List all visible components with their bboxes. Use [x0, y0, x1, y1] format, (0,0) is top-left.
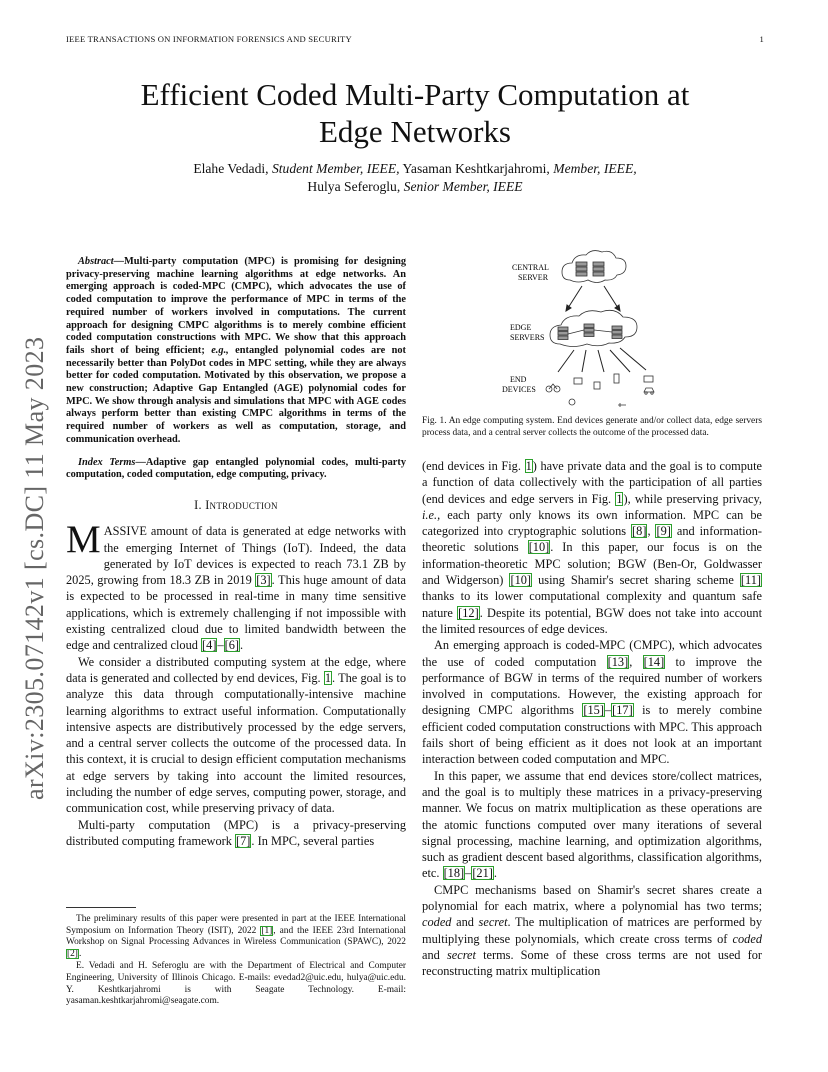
- footnote-text: .: [78, 948, 82, 959]
- page-number: 1: [759, 34, 764, 44]
- body-text: using Shamir's secret sharing scheme: [532, 573, 740, 588]
- right-paragraph-2: [422, 637, 762, 767]
- body-text: ) have private data and the goal is to compute a function of data collectively with the participation of all parties (end devices and edge servers in Fig.: [422, 459, 762, 506]
- ie-text: i.e.,: [422, 507, 441, 522]
- dash: –: [604, 703, 612, 718]
- footnote-2: E. Vedadi and H. Seferoglu are with the Department of Electrical and Computer Engineering, University of Illinois Chicago. E-mails: evedad2@uic.edu, hulya@uic.edu. Y. Keshtkarjahromi is with Seagate Technology. E-mail: yasaman.keshtkarjahromi@seagate.com.: [66, 961, 406, 1007]
- edge-servers-label-1: EDGE: [510, 323, 532, 332]
- citation-link[interactable]: [1]: [261, 925, 273, 936]
- citation-link[interactable]: [7]: [236, 833, 251, 848]
- body-text: thanks to its lower computational complexity and quantum safe nature: [422, 589, 762, 620]
- citation-link[interactable]: [14]: [643, 654, 665, 669]
- citation-link[interactable]: [11]: [740, 573, 761, 588]
- citation-link[interactable]: [9]: [656, 524, 671, 539]
- body-text: is to merely combine efficient coded computation constructions with MPC. This approach fails short of being efficient as it does not look at an important interaction between coded computation and MPC.: [422, 703, 762, 767]
- intro-text: Multi-party computation (MPC) is a privacy-preserving distributed computing framework: [66, 817, 406, 848]
- section-title: Introduction: [205, 497, 278, 512]
- abstract-text-1: —Multi-party computation (MPC) is promising for designing privacy-preserving machine learning algorithms at edge networks. An emerging approach is coded-MPC (CMPC), which advocates the use of coded computation to improve the performance of MPC in terms of the required number of workers involved in computations. The current approach for designing CMPC algorithms is to merely combine efficient coded computation constructions with MPC. We show that this approach fails short of being efficient;: [66, 256, 406, 356]
- running-header: IEEE TRANSACTIONS ON INFORMATION FORENSICS AND SECURITY: [66, 34, 352, 44]
- index-terms: [66, 457, 406, 482]
- index-terms-label: Index Terms: [78, 456, 136, 468]
- right-paragraph-3: [422, 768, 762, 882]
- end-devices-label-2: DEVICES: [502, 385, 536, 394]
- title-line-1: Efficient Coded Multi-Party Computation at: [140, 77, 690, 112]
- citation-link[interactable]: [13]: [607, 654, 629, 669]
- intro-paragraph-2: [66, 654, 406, 817]
- footnote: [66, 914, 406, 1009]
- author-3-role: Senior Member, IEEE: [403, 179, 523, 194]
- intro-text: We consider a distributed computing system at the edge, where data is generated and collected by end devices, Fig.: [66, 654, 406, 685]
- title-line-2: Edge Networks: [319, 114, 511, 149]
- author-1-role: Student Member, IEEE,: [271, 161, 400, 176]
- dash: –: [217, 638, 224, 653]
- edge-servers-label-2: SERVERS: [510, 333, 545, 342]
- abstract-text-2: entangled polynomial codes are not necessarily better than PolyDot codes in MPC setting, while they are always better for coded computation. Motivated by this observation, we propose a new construction; Adaptive Gap Entangled (AGE) polynomial codes for MPC. We show through analysis and simulations that MPC with AGE codes always perform better than existing CMPC algorithms in terms of the required number of workers as well as computation, storage, and communication overhead.: [66, 344, 406, 445]
- footnote-1: [66, 914, 406, 960]
- intro-text: . In MPC, several parties: [251, 833, 375, 848]
- coded-term: coded: [422, 915, 452, 930]
- body-text: . In this paper, our focus is on the information-theoretic MPC solution; BGW (Ben-Or, Goldwasser and Widgerson): [422, 540, 762, 588]
- coded-term: coded: [732, 931, 762, 946]
- body-text: and information-theoretic solutions: [422, 524, 763, 555]
- author-2-name: Yasaman Keshtkarjahromi,: [402, 161, 550, 176]
- section-number: I.: [194, 497, 202, 512]
- body-text: CMPC mechanisms based on Shamir's secret shares create a polynomial for each matrix, where a polynomial has two terms;: [422, 882, 762, 914]
- abstract: [66, 256, 406, 447]
- abstract-eg: e.g.,: [211, 344, 229, 356]
- citation-link[interactable]: [21]: [472, 866, 493, 881]
- comma: ,: [629, 654, 643, 669]
- citation-link[interactable]: [2]: [67, 948, 78, 959]
- body-text: each party only knows its own information. MPC can be categorized into cryptographic solutions: [422, 507, 762, 539]
- right-column: [422, 458, 762, 980]
- central-server-label-1: CENTRAL: [512, 263, 549, 272]
- right-paragraph-4: [422, 882, 762, 980]
- index-terms-text: —Adaptive gap entangled polynomial codes, multi-party computation, coded computation, edge computing, privacy.: [66, 456, 406, 481]
- intro-text: . The goal is to analyze this data through computationally-intensive machine learning algorithms to extract useful information. Computationally intensive aspects are distributively processed by the edge servers, and a central server collects the outcome of the processed data. In this context, it is crucial to design efficient computation mechanisms at edge servers by taking into account the limited resources, including the number of edge serves, computing power, storage, and communication cost, while preserving privacy of data.: [66, 670, 406, 816]
- arxiv-watermark: arXiv:2305.07142v1 [cs.DC] 11 May 2023: [20, 336, 49, 800]
- intro-text: .: [240, 638, 244, 653]
- end-devices-label-1: END: [510, 375, 527, 384]
- section-heading: [66, 497, 406, 513]
- citation-link[interactable]: [15]: [583, 703, 604, 718]
- body-text: . Despite its potential, BGW does not take into account the limited resources of edge devices.: [422, 605, 762, 636]
- edge-device-arrows: [558, 348, 646, 372]
- body-text: . The multiplication of matrices are performed by multiplying these polynomials, which create cross terms of: [422, 915, 762, 946]
- edge-cloud-icon: [550, 310, 637, 346]
- citation-link[interactable]: [8]: [632, 524, 647, 539]
- author-3-name: Hulya Seferoglu,: [307, 179, 401, 194]
- footnote-text: The preliminary results of this paper were presented in part at the IEEE International Symposium on Information Theory (ISIT), 2022: [66, 914, 406, 936]
- author-list: [66, 160, 764, 196]
- central-cloud-icon: [562, 251, 626, 283]
- citation-link[interactable]: [17]: [612, 703, 633, 718]
- figure-link[interactable]: 1: [616, 491, 623, 506]
- citation-link[interactable]: [3]: [256, 573, 271, 588]
- figure-caption: Fig. 1. An edge computing system. End devices generate and/or collect data, edge servers process data, and a central server collects the outcome of the processed data.: [422, 416, 762, 438]
- intro-paragraph-1: [66, 518, 406, 653]
- paper-title: [66, 76, 764, 150]
- body-text: terms. Some of these cross terms are not used for reconstructing matrix multiplication: [422, 947, 762, 979]
- central-server-label-2: SERVER: [518, 273, 549, 282]
- intro-text: . This huge amount of data is expected to be processed in real-time in many time sensitive applications, which is extremely challenging if not impossible with existing centralized cloud due to limited bandwidth between the edge and centralized cloud: [66, 573, 406, 653]
- drop-cap: M: [66, 518, 101, 562]
- comma: ,: [647, 524, 656, 539]
- body-text: and: [422, 947, 447, 962]
- citation-link[interactable]: [4]: [202, 638, 217, 653]
- body-text: and: [451, 915, 479, 930]
- body-text: (end devices in Fig.: [422, 459, 525, 473]
- footnote-rule: [66, 907, 136, 908]
- citation-link[interactable]: [10]: [510, 573, 532, 588]
- abstract-label: Abstract: [78, 256, 114, 267]
- secret-term: secret: [478, 915, 508, 930]
- body-text: In this paper, we assume that end devices store/collect matrices, and the goal is to multiply these matrices in a privacy-preserving manner. We focus on matrix multiplication as these operations are the atomic functions computed over many iterations of several signal processing, machine learning, and optimization algorithms, such as gradient descent based algorithms, classification algorithms, etc.: [422, 768, 762, 881]
- author-2-role: Member, IEEE,: [553, 161, 637, 176]
- citation-link[interactable]: [6]: [224, 638, 240, 653]
- body-text: to improve the performance of BGW in terms of the required number of workers involved in computations. However, the existing approach for designing CMPC algorithms: [422, 654, 762, 718]
- intro-text: ASSIVE amount of data is generated at edge networks with the emerging Internet of Things (IoT). Indeed, the data generated by IoT devices is expected to reach 73.1 ZB by 2025, growing from 18.3 ZB in 2019: [66, 524, 406, 588]
- right-paragraph-1: [422, 458, 762, 637]
- author-1-name: Elahe Vedadi,: [193, 161, 269, 176]
- edge-computing-figure: [494, 250, 694, 414]
- end-device-icons: [546, 374, 654, 407]
- body-text: .: [493, 866, 497, 881]
- figure-link[interactable]: 1: [525, 459, 532, 473]
- secret-term: secret: [446, 947, 476, 962]
- dash: –: [465, 866, 472, 881]
- left-column: [66, 256, 406, 849]
- footnote-text: , and the IEEE 23rd International Workshop on Signal Processing Advances in Wireless Communication (SPAWC), 2022: [66, 925, 406, 948]
- body-text: ), while preserving privacy,: [623, 491, 762, 506]
- figure-link[interactable]: 1: [324, 670, 332, 685]
- intro-paragraph-3: [66, 817, 406, 850]
- citation-link[interactable]: [10]: [528, 540, 550, 555]
- central-edge-arrows: [566, 286, 620, 311]
- body-text: An emerging approach is coded-MPC (CMPC), which advocates the use of coded computation: [422, 638, 762, 669]
- citation-link[interactable]: [18]: [443, 866, 465, 881]
- citation-link[interactable]: [12]: [458, 605, 479, 620]
